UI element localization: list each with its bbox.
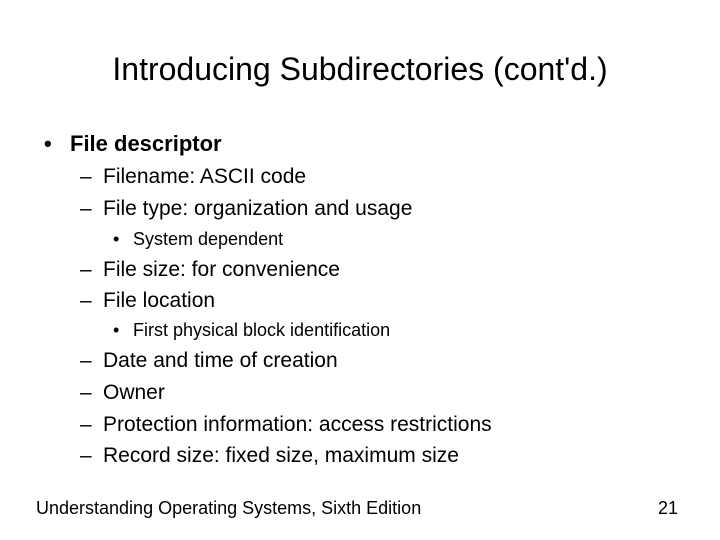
- sub-bullet-text: File type: organization and usage: [103, 197, 413, 220]
- dash-marker: –: [80, 381, 92, 404]
- sub-bullet-protection: [80, 411, 600, 439]
- sub-bullet-text: Protection information: access restrictions: [103, 413, 492, 436]
- dash-marker: –: [80, 289, 92, 312]
- dash-marker: –: [80, 349, 92, 372]
- sub-bullet-date-time: [80, 347, 580, 375]
- sub-bullet-text: Filename: ASCII code: [103, 165, 307, 188]
- sub-bullet-record-size: [80, 442, 600, 470]
- sub-bullet-text: File location: [103, 289, 216, 312]
- bullet-marker: •: [44, 131, 52, 156]
- dash-marker: –: [80, 413, 92, 436]
- dash-marker: –: [80, 165, 92, 188]
- bullet-text: File descriptor: [70, 131, 222, 156]
- dash-marker: –: [80, 258, 92, 281]
- sub-bullet-text: File size: for convenience: [103, 258, 340, 281]
- sub-bullet-file-type: [80, 195, 580, 223]
- sub-sub-bullet-first-block: [113, 318, 513, 342]
- slide-title: Introducing Subdirectories (cont'd.): [112, 51, 608, 87]
- bullet-marker: •: [113, 320, 120, 340]
- bullet-marker: •: [113, 229, 120, 249]
- sub-bullet-file-size: [80, 256, 580, 284]
- footer-book-title: Understanding Operating Systems, Sixth Edition: [36, 498, 422, 518]
- sub-bullet-text: Date and time of creation: [103, 349, 338, 372]
- sub-bullet-owner: [80, 379, 580, 407]
- sub-sub-bullet-system-dependent: [113, 227, 513, 251]
- dash-marker: –: [80, 197, 92, 220]
- sub-sub-bullet-text: System dependent: [133, 229, 284, 249]
- sub-sub-bullet-text: First physical block identification: [133, 320, 391, 340]
- sub-bullet-filename: [80, 163, 580, 191]
- sub-bullet-file-location: [80, 287, 580, 315]
- sub-bullet-text: Record size: fixed size, maximum size: [103, 444, 459, 467]
- sub-bullet-text: Owner: [103, 381, 165, 404]
- bullet-file-descriptor: [44, 130, 444, 158]
- dash-marker: –: [80, 444, 92, 467]
- page-number: 21: [657, 498, 678, 518]
